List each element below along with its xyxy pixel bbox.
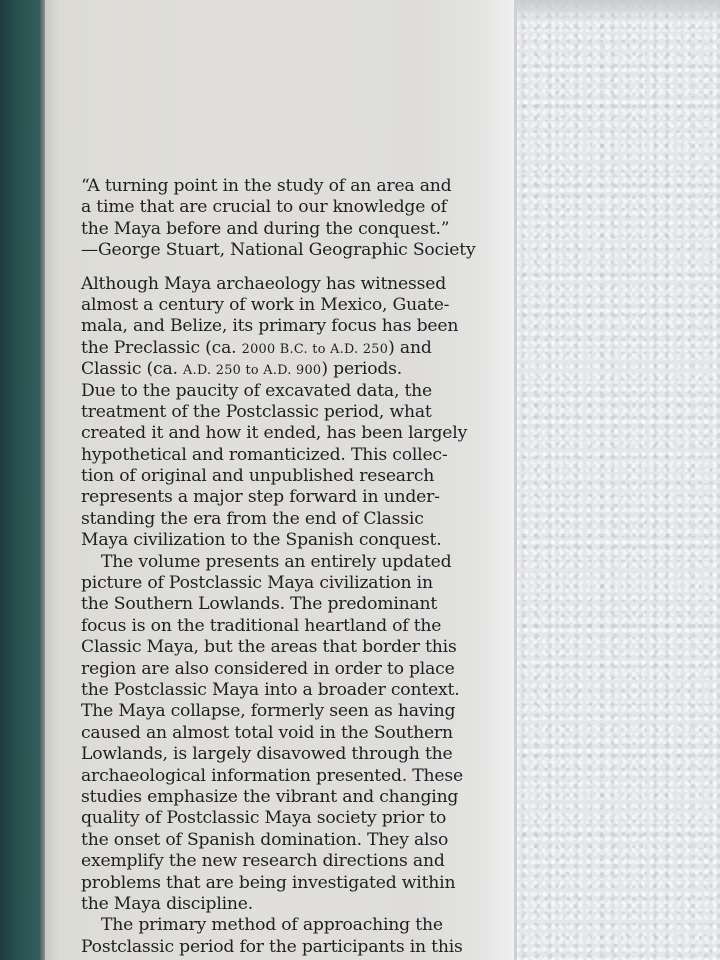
body-line: tion of original and unpublished research (81, 466, 435, 487)
body-line: focus is on the traditional heartland of the (81, 615, 442, 636)
description-paragraph-1 (81, 274, 471, 552)
quote-line: a time that are crucial to our knowledge of (81, 197, 447, 218)
body-line: hypothetical and romanticized. This collec- (81, 444, 448, 465)
book-spine (0, 0, 44, 960)
body-line: caused an almost total void in the Southern (81, 722, 453, 743)
quote-line: “A turning point in the study of an area and (81, 176, 452, 196)
body-line: Postclassic period for the participants in this (81, 936, 463, 957)
spacer (81, 262, 471, 274)
text-run: the Preclassic (ca. (81, 337, 242, 358)
body-line: the Postclassic Maya into a broader context. (81, 679, 460, 700)
body-line: the onset of Spanish domination. They also (81, 829, 449, 850)
body-line: Due to the paucity of excavated data, the (81, 380, 433, 401)
table-surface (515, 0, 720, 960)
body-line: archaeological information presented. These (81, 765, 463, 786)
body-line (81, 338, 471, 359)
flap-text (81, 176, 476, 958)
body-line: Classic Maya, but the areas that border this (81, 637, 457, 658)
body-line: mala, and Belize, its primary focus has been (81, 316, 459, 337)
text-run: ) and (388, 337, 432, 358)
body-line: represents a major step forward in under- (81, 487, 440, 508)
date-small-caps: 2000 B.C. (241, 341, 308, 357)
date-small-caps: A.D. 250 (330, 341, 389, 357)
body-line (81, 359, 471, 380)
body-line: studies emphasize the vibrant and changing (81, 786, 459, 807)
body-line: region are also considered in order to place (81, 658, 455, 679)
flap-edge (514, 0, 517, 960)
body-line: treatment of the Postclassic period, what (81, 401, 432, 422)
body-line: Maya civilization to the Spanish conquest. (81, 530, 442, 551)
body-line: Lowlands, is largely disavowed through the (81, 744, 453, 765)
body-line: standing the era from the end of Classic (81, 508, 424, 529)
body-line: created it and how it ended, has been largely (81, 423, 468, 444)
body-line: picture of Postclassic Maya civilization in (81, 573, 433, 594)
description-paragraph-2 (81, 552, 471, 916)
description-paragraph-3 (81, 915, 471, 958)
review-quote (81, 176, 476, 262)
text-run: to (241, 363, 264, 379)
body-line: almost a century of work in Mexico, Guate- (81, 294, 450, 315)
text-run: ) periods. (321, 359, 403, 380)
quote-attribution: —George Stuart, National Geographic Society (81, 240, 476, 261)
body-line: the Maya discipline. (81, 893, 254, 914)
body-line: The volume presents an entirely updated (101, 551, 452, 572)
body-line: exemplify the new research directions and (81, 851, 445, 872)
date-small-caps: A.D. 250 (183, 363, 242, 379)
date-small-caps: A.D. 900 (263, 363, 322, 379)
body-line: Although Maya archaeology has witnessed (81, 273, 447, 294)
body-line: problems that are being investigated within (81, 872, 456, 893)
body-line: The primary method of approaching the (101, 915, 443, 936)
text-run: to (307, 341, 331, 357)
table-shadow (515, 0, 720, 22)
quote-line: the Maya before and during the conquest.” (81, 218, 450, 239)
body-line: the Southern Lowlands. The predominant (81, 594, 438, 615)
flap-edge-highlight (486, 0, 516, 960)
body-line: quality of Postclassic Maya society prior to (81, 808, 447, 829)
text-run: Classic (ca. (81, 359, 184, 380)
body-line: The Maya collapse, formerly seen as having (81, 701, 456, 722)
